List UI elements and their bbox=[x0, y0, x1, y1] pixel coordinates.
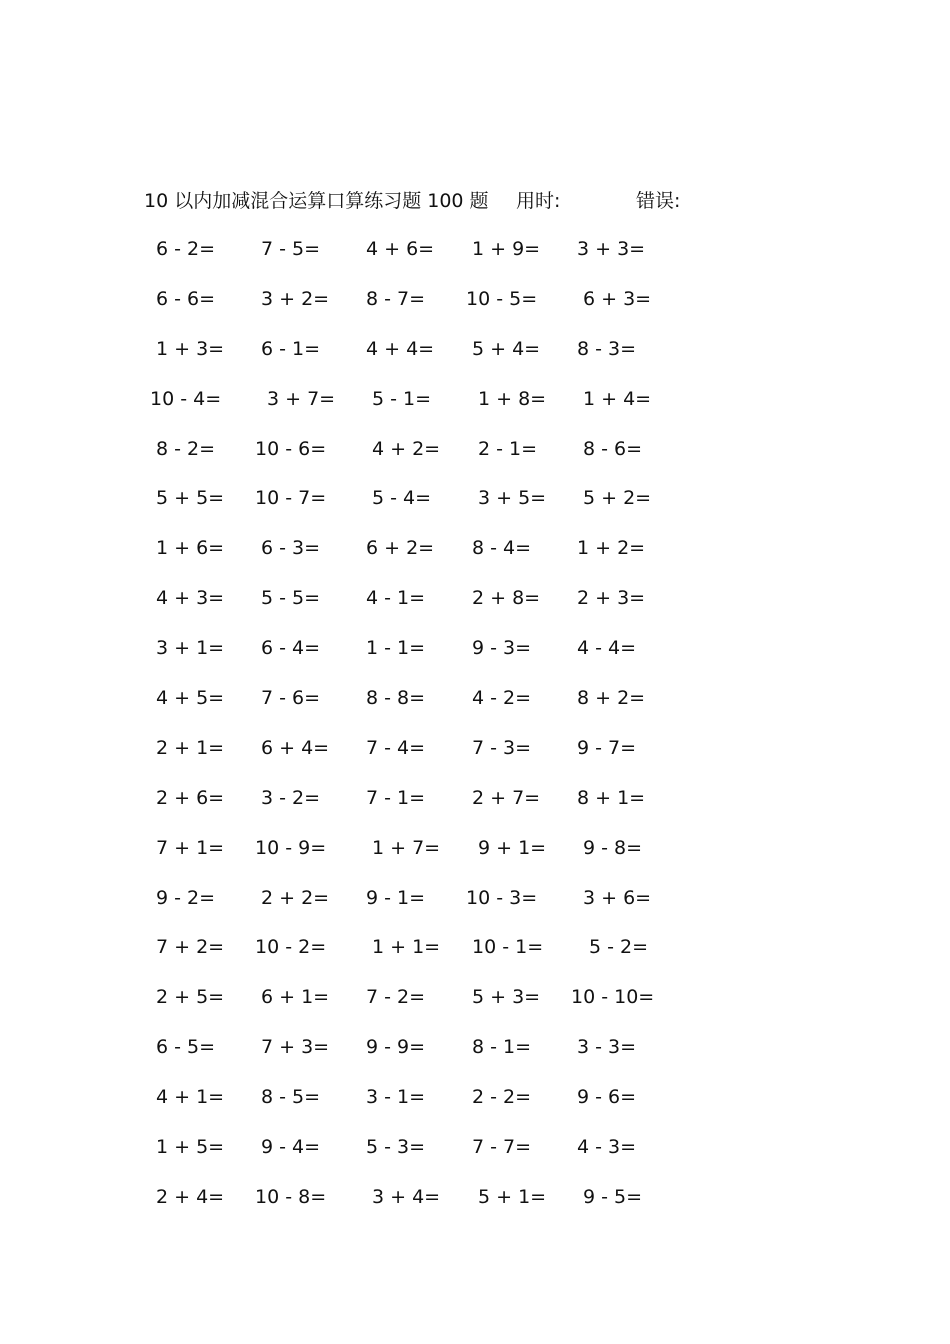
problem-cell: 8 - 1= bbox=[472, 1036, 532, 1059]
problem-cell: 6 - 1= bbox=[261, 337, 321, 360]
problem-cell: 1 + 6= bbox=[156, 537, 225, 560]
problem-cell: 5 + 3= bbox=[472, 986, 541, 1009]
problem-cell: 4 - 3= bbox=[577, 1136, 637, 1159]
problem-cell: 5 - 5= bbox=[261, 587, 321, 610]
problem-cell: 3 + 5= bbox=[478, 487, 547, 510]
problem-cell: 7 + 3= bbox=[261, 1036, 330, 1059]
problem-cell: 10 - 4= bbox=[150, 387, 222, 410]
problem-cell: 8 - 4= bbox=[472, 537, 532, 560]
problem-row bbox=[0, 783, 950, 833]
problem-cell: 5 - 2= bbox=[589, 936, 649, 959]
problem-cell: 7 - 4= bbox=[366, 736, 426, 759]
problem-cell: 4 + 1= bbox=[156, 1086, 225, 1109]
problem-cell: 5 - 1= bbox=[372, 387, 432, 410]
problem-row bbox=[0, 1182, 950, 1232]
problem-cell: 10 - 9= bbox=[255, 836, 327, 859]
problem-cell: 1 + 8= bbox=[478, 387, 547, 410]
problem-cell: 8 - 6= bbox=[583, 437, 643, 460]
problem-cell: 3 - 1= bbox=[366, 1086, 426, 1109]
problem-row bbox=[0, 1082, 950, 1132]
problem-cell: 9 - 6= bbox=[577, 1086, 637, 1109]
problem-cell: 1 + 7= bbox=[372, 836, 441, 859]
problem-cell: 4 - 1= bbox=[366, 587, 426, 610]
problem-cell: 7 + 2= bbox=[156, 936, 225, 959]
problem-row bbox=[0, 234, 950, 284]
problem-cell: 8 - 3= bbox=[577, 337, 637, 360]
problem-cell: 9 - 3= bbox=[472, 637, 532, 660]
problem-cell: 5 + 2= bbox=[583, 487, 652, 510]
problem-cell: 4 + 6= bbox=[366, 238, 435, 260]
problem-cell: 10 - 2= bbox=[255, 936, 327, 959]
problem-cell: 8 - 2= bbox=[156, 437, 216, 460]
problem-row bbox=[0, 334, 950, 384]
problem-cell: 10 - 5= bbox=[466, 287, 538, 310]
problem-row bbox=[0, 533, 950, 583]
problem-cell: 6 - 6= bbox=[156, 287, 216, 310]
problem-cell: 7 + 1= bbox=[156, 836, 225, 859]
problem-cell: 4 + 2= bbox=[372, 437, 441, 460]
problem-cell: 9 - 7= bbox=[577, 736, 637, 759]
problem-cell: 3 + 1= bbox=[156, 637, 225, 660]
problem-cell: 8 - 5= bbox=[261, 1086, 321, 1109]
problem-cell: 10 - 7= bbox=[255, 487, 327, 510]
problem-cell: 7 - 6= bbox=[261, 687, 321, 710]
problem-cell: 1 + 2= bbox=[577, 537, 646, 560]
problem-cell: 3 - 2= bbox=[261, 786, 321, 809]
worksheet-title: 10 以内加减混合运算口算练习题 100 题 bbox=[144, 190, 489, 212]
problem-cell: 8 - 8= bbox=[366, 687, 426, 710]
problem-cell: 9 - 1= bbox=[366, 886, 426, 909]
problem-cell: 3 + 4= bbox=[372, 1185, 441, 1208]
problem-row bbox=[0, 1132, 950, 1182]
problem-cell: 10 - 6= bbox=[255, 437, 327, 460]
problem-cell: 5 - 4= bbox=[372, 487, 432, 510]
problem-cell: 3 + 3= bbox=[577, 238, 646, 260]
problem-cell: 5 - 3= bbox=[366, 1136, 426, 1159]
problem-cell: 8 + 2= bbox=[577, 687, 646, 710]
problem-cell: 2 + 1= bbox=[156, 736, 225, 759]
problem-cell: 3 + 2= bbox=[261, 287, 330, 310]
problem-cell: 7 - 5= bbox=[261, 238, 321, 260]
problem-cell: 8 - 7= bbox=[366, 287, 426, 310]
problem-cell: 7 - 2= bbox=[366, 986, 426, 1009]
problem-cell: 6 - 5= bbox=[156, 1036, 216, 1059]
problem-row bbox=[0, 932, 950, 982]
problem-cell: 4 + 3= bbox=[156, 587, 225, 610]
problem-cell: 4 + 5= bbox=[156, 687, 225, 710]
problem-row bbox=[0, 583, 950, 633]
problem-cell: 5 + 5= bbox=[156, 487, 225, 510]
problem-cell: 10 - 3= bbox=[466, 886, 538, 909]
problem-row bbox=[0, 683, 950, 733]
problem-cell: 2 + 4= bbox=[156, 1185, 225, 1208]
problem-row bbox=[0, 982, 950, 1032]
problem-cell: 2 - 2= bbox=[472, 1086, 532, 1109]
problem-cell: 10 - 1= bbox=[472, 936, 544, 959]
problem-cell: 9 - 2= bbox=[156, 886, 216, 909]
problem-cell: 1 + 9= bbox=[472, 238, 541, 260]
problem-cell: 4 + 4= bbox=[366, 337, 435, 360]
problem-cell: 6 + 1= bbox=[261, 986, 330, 1009]
problem-cell: 1 - 1= bbox=[366, 637, 426, 660]
time-label: 用时: bbox=[516, 190, 561, 212]
problem-cell: 2 + 7= bbox=[472, 786, 541, 809]
problem-cell: 7 - 3= bbox=[472, 736, 532, 759]
problem-cell: 6 + 4= bbox=[261, 736, 330, 759]
problem-cell: 2 + 6= bbox=[156, 786, 225, 809]
problem-cell: 7 - 7= bbox=[472, 1136, 532, 1159]
problem-cell: 1 + 1= bbox=[372, 936, 441, 959]
problem-row bbox=[0, 483, 950, 533]
problem-cell: 2 + 5= bbox=[156, 986, 225, 1009]
problem-cell: 1 + 4= bbox=[583, 387, 652, 410]
problem-grid bbox=[0, 234, 950, 1232]
problem-row bbox=[0, 633, 950, 683]
problem-row bbox=[0, 434, 950, 484]
problem-cell: 1 + 5= bbox=[156, 1136, 225, 1159]
problem-cell: 4 - 4= bbox=[577, 637, 637, 660]
problem-row bbox=[0, 1032, 950, 1082]
problem-row bbox=[0, 883, 950, 933]
problem-cell: 9 - 8= bbox=[583, 836, 643, 859]
problem-cell: 10 - 8= bbox=[255, 1185, 327, 1208]
problem-row bbox=[0, 384, 950, 434]
problem-cell: 6 + 2= bbox=[366, 537, 435, 560]
problem-cell: 1 + 3= bbox=[156, 337, 225, 360]
problem-cell: 7 - 1= bbox=[366, 786, 426, 809]
problem-cell: 2 - 1= bbox=[478, 437, 538, 460]
problem-cell: 2 + 3= bbox=[577, 587, 646, 610]
problem-cell: 5 + 1= bbox=[478, 1185, 547, 1208]
problem-cell: 8 + 1= bbox=[577, 786, 646, 809]
problem-row bbox=[0, 733, 950, 783]
problem-cell: 3 + 7= bbox=[267, 387, 336, 410]
problem-row bbox=[0, 284, 950, 334]
problem-cell: 6 - 2= bbox=[156, 238, 216, 260]
problem-cell: 3 - 3= bbox=[577, 1036, 637, 1059]
problem-cell: 9 - 9= bbox=[366, 1036, 426, 1059]
problem-cell: 6 - 3= bbox=[261, 537, 321, 560]
problem-cell: 6 - 4= bbox=[261, 637, 321, 660]
problem-cell: 9 - 5= bbox=[583, 1185, 643, 1208]
problem-cell: 6 + 3= bbox=[583, 287, 652, 310]
error-label: 错误: bbox=[636, 190, 681, 212]
problem-cell: 9 + 1= bbox=[478, 836, 547, 859]
problem-cell: 4 - 2= bbox=[472, 687, 532, 710]
problem-cell: 2 + 2= bbox=[261, 886, 330, 909]
problem-cell: 10 - 10= bbox=[571, 986, 655, 1009]
problem-cell: 3 + 6= bbox=[583, 886, 652, 909]
problem-row bbox=[0, 833, 950, 883]
problem-cell: 5 + 4= bbox=[472, 337, 541, 360]
problem-cell: 2 + 8= bbox=[472, 587, 541, 610]
problem-cell: 9 - 4= bbox=[261, 1136, 321, 1159]
